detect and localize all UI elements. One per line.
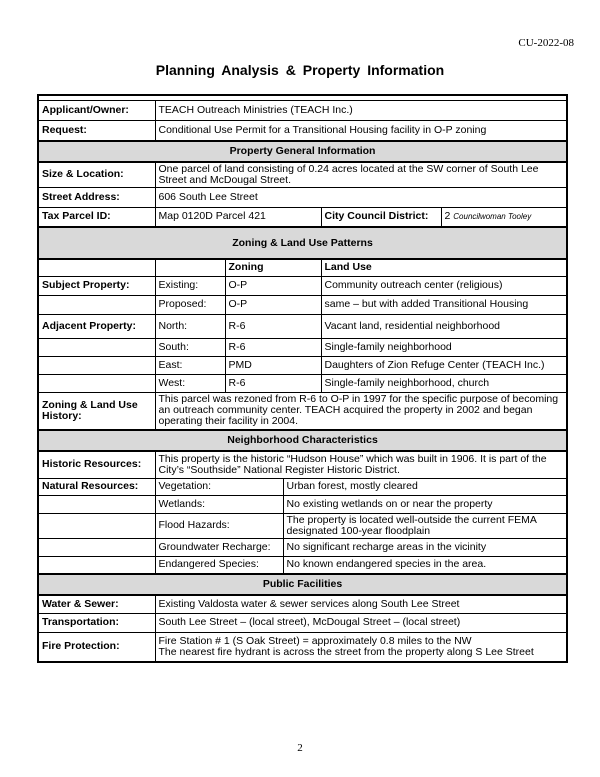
adjacent-west-type: West: [155, 374, 225, 392]
zoning-history-label: Zoning & Land Use History: [38, 392, 155, 430]
zoning-column-header: Zoning [225, 259, 321, 276]
street-address-value: 606 South Lee Street [155, 187, 567, 207]
transportation-value: South Lee Street – (local street), McDougal Street – (local street) [155, 613, 567, 632]
subject-existing-type: Existing: [155, 276, 225, 295]
size-location-value: One parcel of land consisting of 0.24 acres located at the SW corner of South Lee Street and McDougal Street. [155, 162, 567, 188]
applicant-row [38, 101, 567, 121]
adjacent-south-zoning: R-6 [225, 338, 321, 356]
section-general [38, 141, 567, 162]
request-row [38, 121, 567, 141]
adjacent-west-zoning: R-6 [225, 374, 321, 392]
adjacent-north-row [38, 314, 567, 338]
adjacent-south-type: South: [155, 338, 225, 356]
adjacent-west-row [38, 374, 567, 392]
fire-station-line: Fire Station # 1 (S Oak Street) = approximately 0.8 miles to the NW [158, 634, 472, 647]
subject-proposed-type: Proposed: [155, 295, 225, 314]
natural-resources-label: Natural Resources: [38, 478, 155, 495]
subject-proposed-zoning: O-P [225, 295, 321, 314]
council-district-value [441, 207, 567, 227]
historic-value: This property is the historic “Hudson House” which was built in 1906. It is part of the City’s “Southside” National Register Historic District. [155, 451, 567, 478]
transportation-row [38, 613, 567, 632]
transportation-label: Transportation: [38, 613, 155, 632]
adjacent-south-row [38, 338, 567, 356]
tax-parcel-value: Map 0120D Parcel 421 [155, 207, 321, 227]
land-use-column-header: Land Use [321, 259, 567, 276]
zoning-history-value: This parcel was rezoned from R-6 to O-P in 1997 for the specific purpose of becoming an outreach community center. TEACH acquired the property in 2002 and began operating their facility in 2004. [155, 392, 567, 430]
natural-endangered-row [38, 556, 567, 574]
section-public [38, 574, 567, 595]
natural-wetlands-row [38, 495, 567, 513]
subject-existing-row [38, 276, 567, 295]
tax-parcel-label: Tax Parcel ID: [38, 207, 155, 227]
property-info-table [37, 94, 568, 663]
subject-proposed-land-use: same – but with added Transitional Housing [321, 295, 567, 314]
adjacent-east-zoning: PMD [225, 356, 321, 374]
water-sewer-label: Water & Sewer: [38, 595, 155, 613]
natural-groundwater-value: No significant recharge areas in the vicinity [283, 538, 567, 556]
natural-vegetation-value: Urban forest, mostly cleared [283, 478, 567, 495]
document-title: Planning Analysis & Property Information [155, 62, 445, 78]
adjacent-north-land-use: Vacant land, residential neighborhood [321, 314, 567, 338]
subject-existing-land-use: Community outreach center (religious) [321, 276, 567, 295]
adjacent-west-land-use: Single-family neighborhood, church [321, 374, 567, 392]
natural-flood-type: Flood Hazards: [155, 513, 283, 538]
natural-flood-row [38, 513, 567, 538]
adjacent-east-type: East: [155, 356, 225, 374]
fire-protection-value [155, 632, 567, 662]
tax-parcel-row [38, 207, 567, 227]
adjacent-south-land-use: Single-family neighborhood [321, 338, 567, 356]
section-neighborhood [38, 430, 567, 451]
adjacent-east-land-use: Daughters of Zion Refuge Center (TEACH Inc.) [321, 356, 567, 374]
zoning-header-row [38, 259, 567, 276]
request-value: Conditional Use Permit for a Transitional Housing facility in O-P zoning [155, 121, 567, 141]
adjacent-property-label: Adjacent Property: [38, 314, 155, 338]
size-location-label: Size & Location: [38, 162, 155, 188]
natural-vegetation-row [38, 478, 567, 495]
subject-existing-zoning: O-P [225, 276, 321, 295]
section-public-title: Public Facilities [38, 574, 567, 595]
street-address-row [38, 187, 567, 207]
councilwoman-name: Councilwoman Tooley [453, 212, 532, 222]
case-number: CU-2022-08 [518, 37, 574, 49]
water-sewer-row [38, 595, 567, 613]
adjacent-east-row [38, 356, 567, 374]
section-neighborhood-title: Neighborhood Characteristics [38, 430, 567, 451]
zoning-history-row [38, 392, 567, 430]
natural-vegetation-type: Vegetation: [155, 478, 283, 495]
historic-row [38, 451, 567, 478]
page-number: 2 [297, 742, 303, 754]
natural-wetlands-type: Wetlands: [155, 495, 283, 513]
natural-groundwater-type: Groundwater Recharge: [155, 538, 283, 556]
subject-property-label: Subject Property: [38, 276, 155, 295]
section-general-title: Property General Information [38, 141, 567, 162]
street-address-label: Street Address: [38, 187, 155, 207]
applicant-label: Applicant/Owner: [38, 101, 155, 121]
fire-protection-label: Fire Protection: [38, 632, 155, 662]
district-number: 2 [444, 210, 451, 223]
natural-endangered-value: No known endangered species in the area. [283, 556, 567, 574]
adjacent-north-type: North: [155, 314, 225, 338]
size-location-row [38, 162, 567, 188]
applicant-value: TEACH Outreach Ministries (TEACH Inc.) [155, 101, 567, 121]
subject-proposed-row [38, 295, 567, 314]
section-zoning-title: Zoning & Land Use Patterns [38, 227, 567, 259]
council-district-label: City Council District: [321, 207, 441, 227]
section-zoning [38, 227, 567, 259]
natural-endangered-type: Endangered Species: [155, 556, 283, 574]
natural-wetlands-value: No existing wetlands on or near the property [283, 495, 567, 513]
water-sewer-value: Existing Valdosta water & sewer services along South Lee Street [155, 595, 567, 613]
adjacent-north-zoning: R-6 [225, 314, 321, 338]
fire-protection-row [38, 632, 567, 662]
historic-label: Historic Resources: [38, 451, 155, 478]
natural-flood-value: The property is located well-outside the current FEMA designated 100-year floodplain [283, 513, 567, 538]
request-label: Request: [38, 121, 155, 141]
fire-hydrant-line: The nearest fire hydrant is across the street from the property along S Lee Street [158, 645, 534, 658]
natural-groundwater-row [38, 538, 567, 556]
